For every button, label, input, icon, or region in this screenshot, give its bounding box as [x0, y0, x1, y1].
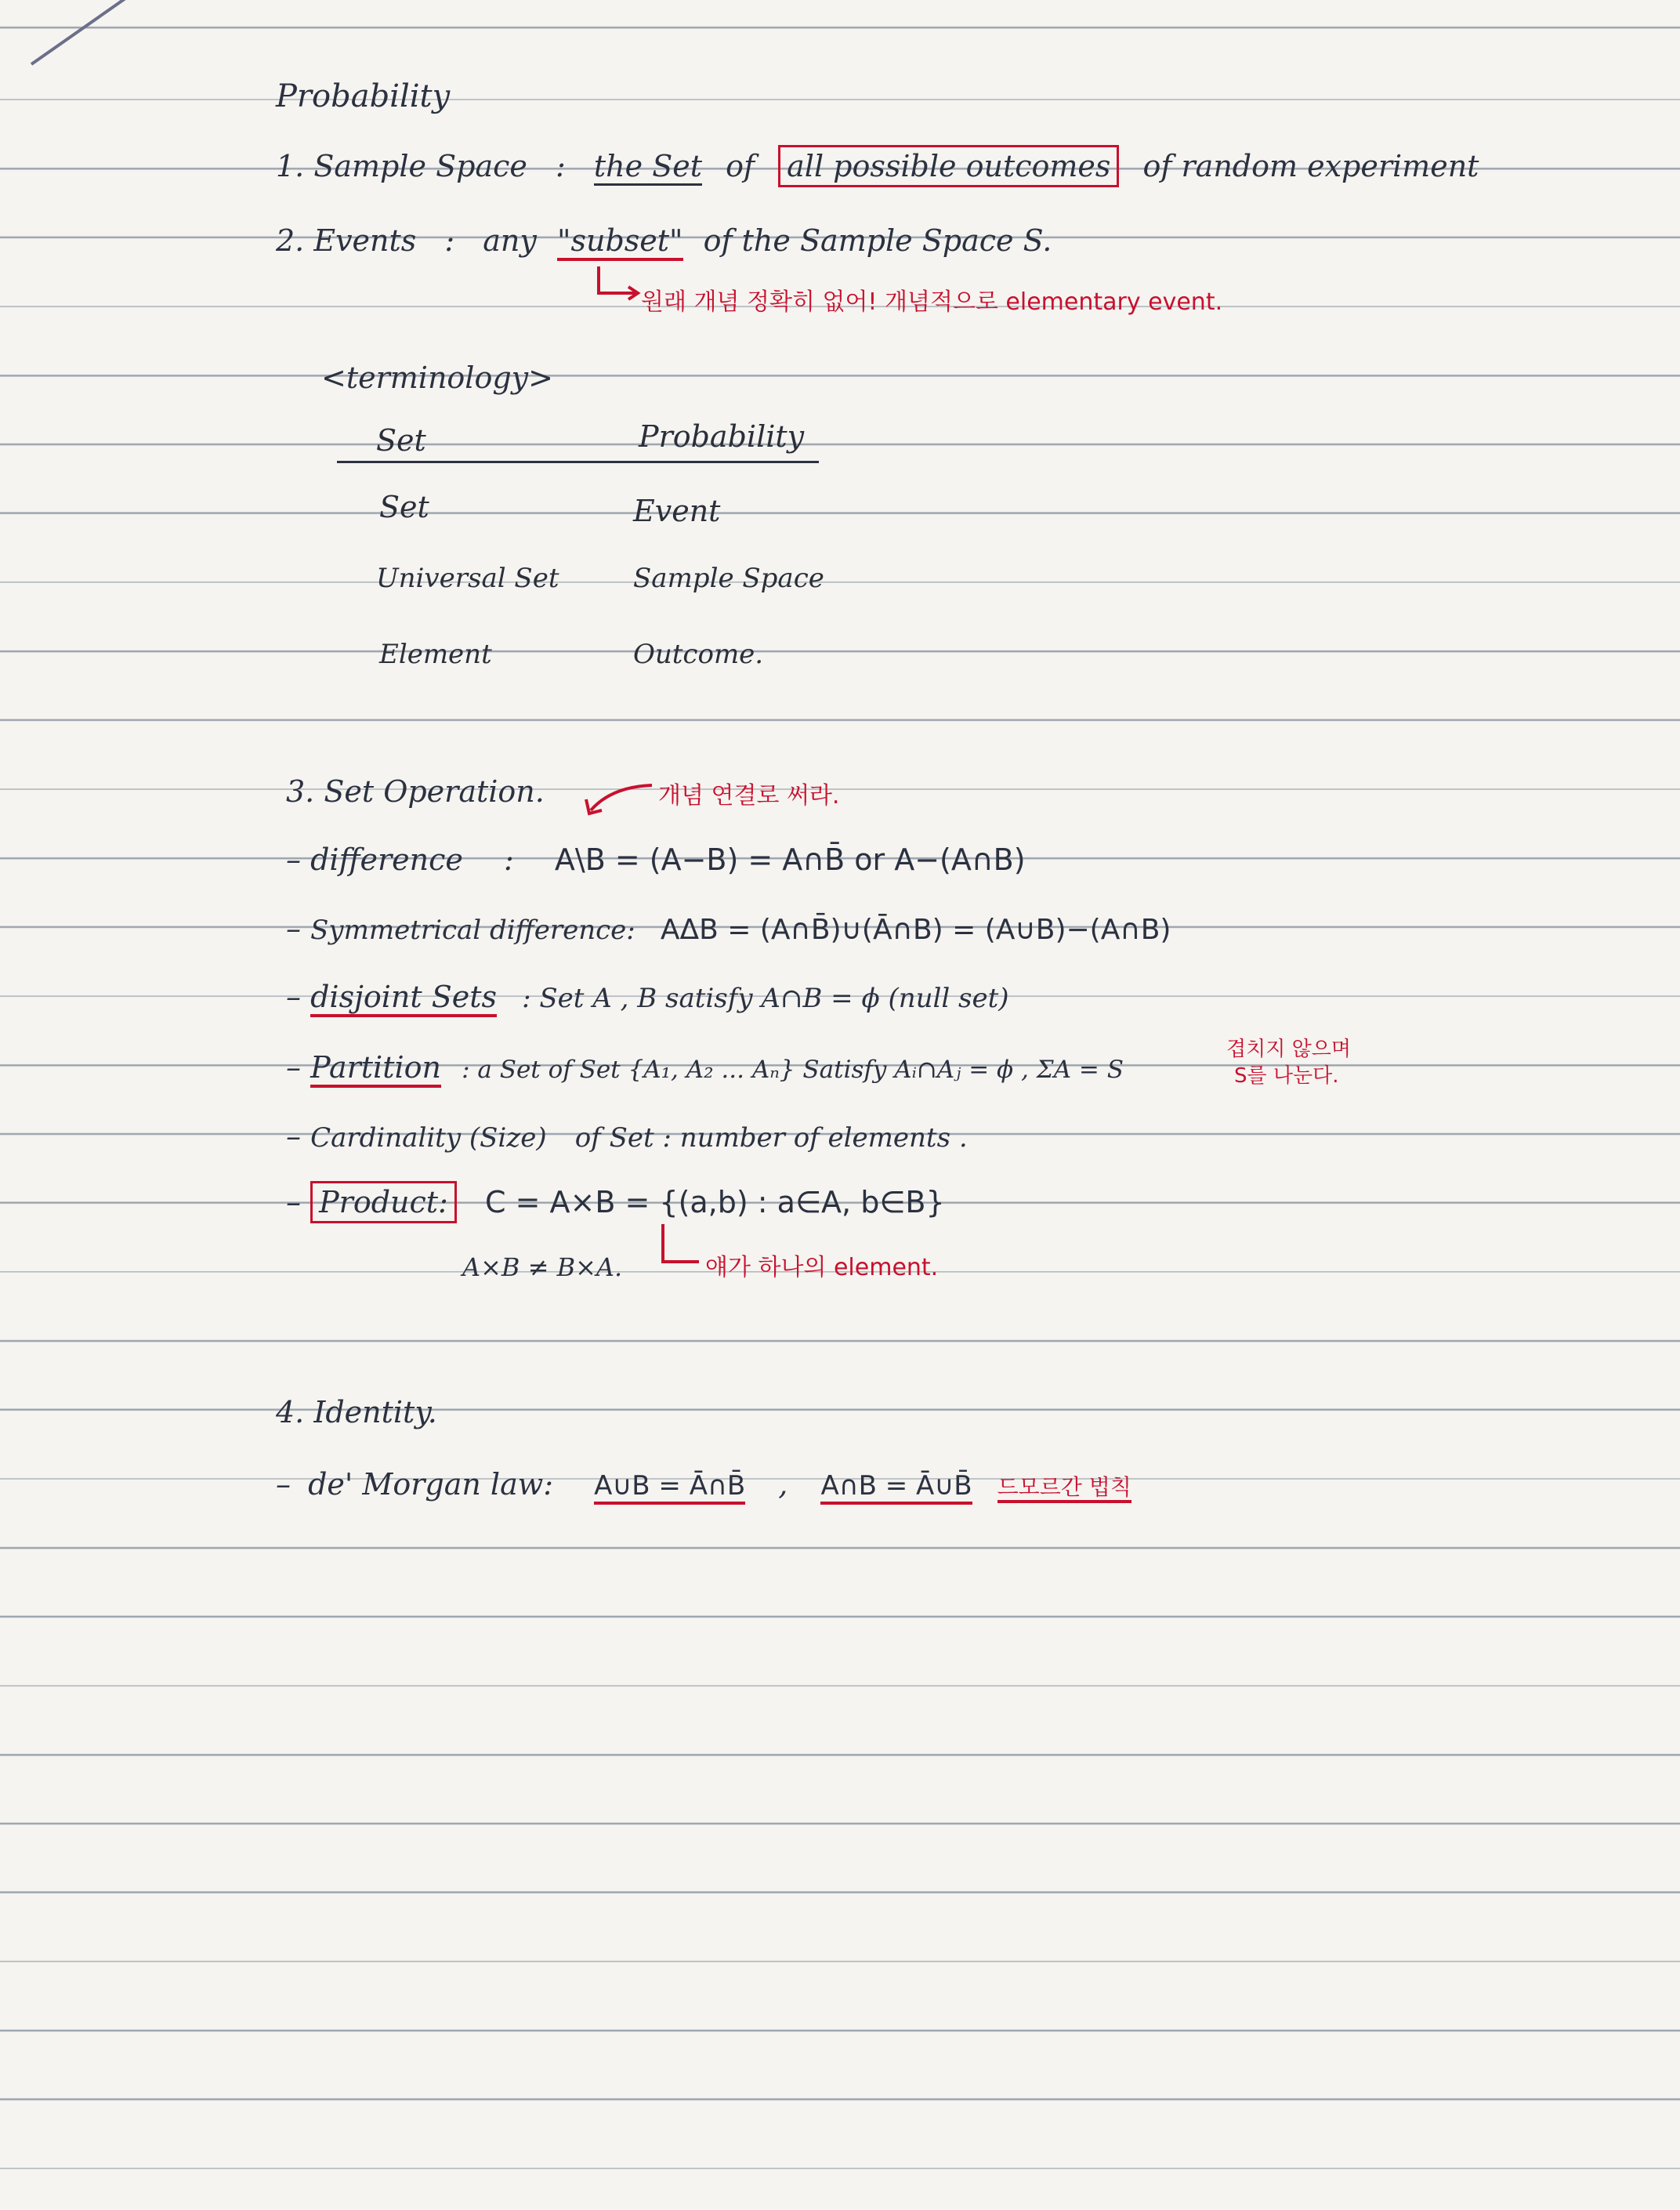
symdiff-expr: AΔB = (A∩B̄)∪(Ā∩B) = (A∪B)−(A∩B) — [660, 914, 1171, 946]
sample-space-def-c: of random experiment — [1142, 149, 1479, 183]
section-2-label: 2. Events — [276, 223, 417, 258]
section-3-note: 개념 연결로 써라. — [658, 782, 840, 810]
product-label: Product: — [310, 1181, 457, 1223]
colon: : — [555, 149, 566, 183]
demorgan-expr-1: A∪B = Ā∩B̄ — [594, 1470, 745, 1505]
events-def-b: of the Sample Space S. — [703, 223, 1052, 258]
dash: – — [286, 1050, 301, 1085]
terminology-heading: <terminology> — [321, 360, 553, 395]
demorgan-line — [276, 1467, 1131, 1502]
product-expr: C = A×B = {(a,b) : a∈A, b∈B} — [484, 1185, 945, 1219]
note-arrow — [596, 265, 643, 304]
boxed-phrase: all possible outcomes — [778, 145, 1119, 187]
page-title: Probability — [276, 78, 451, 114]
product-line — [286, 1185, 945, 1219]
symdiff-label: Symmetrical difference: — [310, 915, 635, 946]
dash: – — [276, 1467, 291, 1502]
difference-line — [286, 842, 1026, 877]
colon: : — [503, 842, 514, 877]
events-note: 원래 개념 정확히 없어! 개념적으로 elementary event. — [641, 288, 1223, 316]
term-row-prob: Event — [633, 494, 721, 528]
partition-note-1: 겹치지 않으며 — [1226, 1038, 1351, 1061]
term-row-set: Universal Set — [376, 563, 559, 594]
term-row-prob: Sample Space — [633, 563, 824, 594]
dash: – — [286, 842, 301, 877]
partition-label: Partition — [310, 1050, 441, 1088]
disjoint-expr: : Set A , B satisfy A∩B = ϕ (null set) — [522, 983, 1009, 1014]
cardinality-line — [286, 1119, 968, 1154]
section-1-label: 1. Sample Space — [276, 149, 527, 183]
subset-word: "subset" — [557, 223, 683, 261]
dash: – — [286, 980, 301, 1014]
cardinality-expr: of Set : number of elements . — [574, 1122, 968, 1154]
symdiff-line — [286, 911, 1171, 946]
section-4-heading: 4. Identity. — [276, 1395, 437, 1429]
difference-expr: A\B = (A−B) = A∩B̄ or A−(A∩B) — [554, 842, 1026, 877]
events-def-a: any — [483, 223, 537, 258]
demorgan-note: 드모르간 법칙 — [998, 1474, 1131, 1503]
dash: – — [286, 1185, 301, 1219]
dash: – — [286, 1119, 301, 1154]
disjoint-label: disjoint Sets — [310, 980, 497, 1017]
partition-note-2: S를 나눈다. — [1234, 1064, 1339, 1088]
dash: – — [286, 911, 301, 946]
demorgan-expr-2: A∩B = Ā∪B̄ — [820, 1470, 972, 1505]
demorgan-label: de' Morgan law: — [308, 1467, 554, 1502]
term-row-set: Set — [379, 490, 429, 524]
partition-line — [286, 1050, 1124, 1085]
term-row-prob: Outcome. — [633, 639, 764, 670]
disjoint-line — [286, 980, 1009, 1014]
product-note: 얘가 하나의 element. — [705, 1254, 939, 1281]
section-2-line — [276, 223, 1052, 258]
difference-label: difference — [310, 842, 463, 877]
product-note-arrow — [658, 1223, 705, 1270]
col-probability-header: Probability — [639, 419, 805, 454]
col-set-header: Set — [376, 423, 426, 458]
heading-note-arrow — [580, 776, 658, 823]
comma: , — [778, 1467, 788, 1502]
product-sub: A×B ≠ B×A. — [462, 1252, 623, 1282]
term-row-set: Element — [379, 639, 492, 670]
cardinality-label: Cardinality (Size) — [310, 1122, 547, 1154]
partition-expr: : a Set of Set {A₁, A₂ ... Aₙ} Satisfy Aᵢ∩Aⱼ = ϕ , ΣA = S — [462, 1056, 1124, 1084]
colon: : — [444, 223, 455, 258]
sample-space-def-a: the Set — [594, 149, 702, 186]
section-1-line — [276, 149, 1479, 183]
sample-space-def-b: of — [726, 149, 755, 183]
section-3-heading: 3. Set Operation. — [286, 774, 545, 809]
